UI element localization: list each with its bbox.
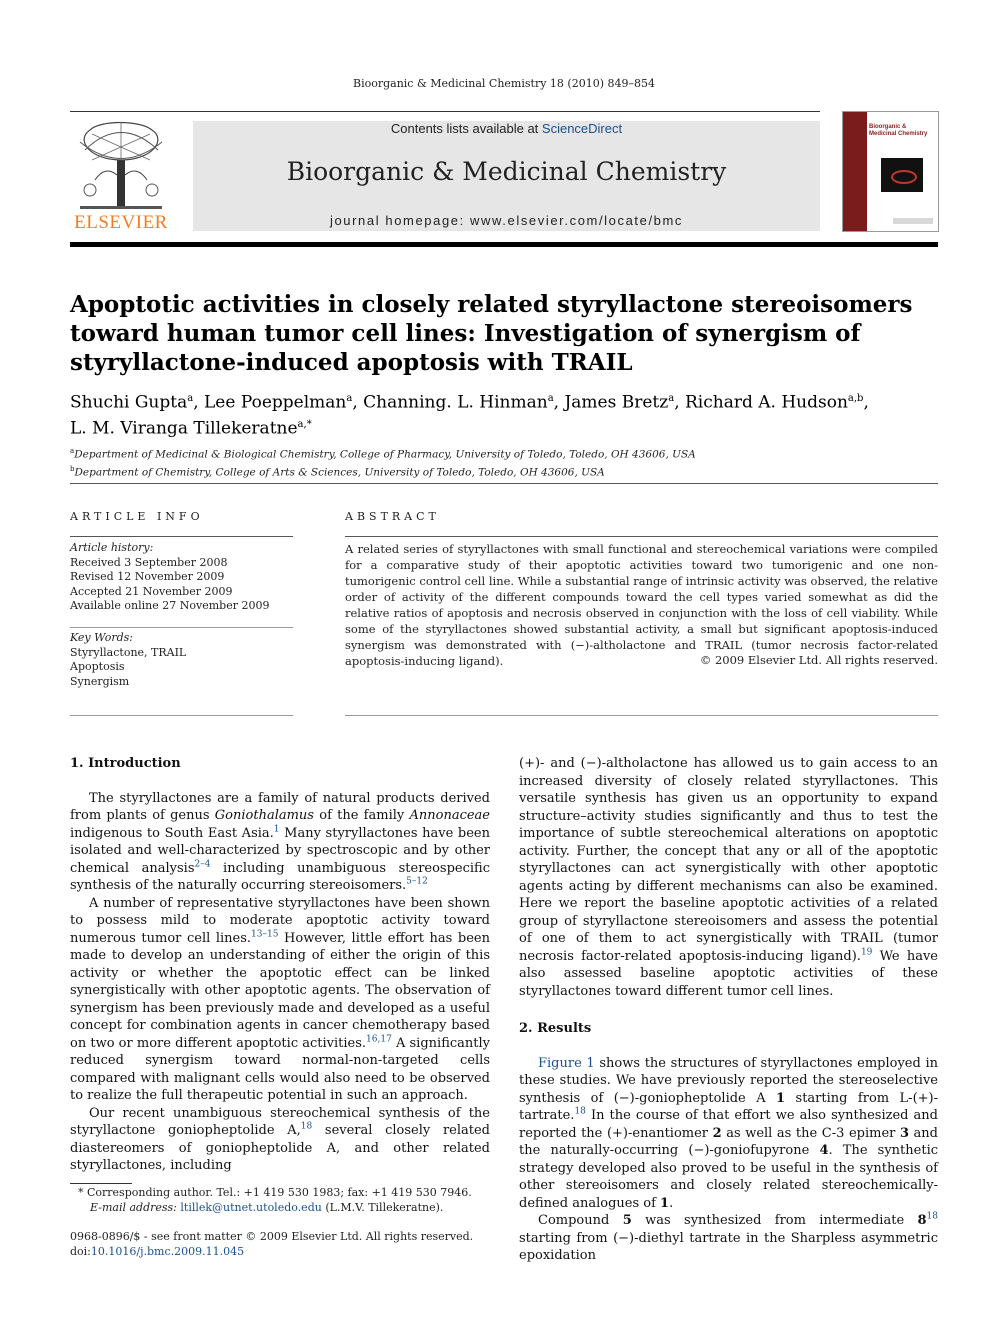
doi-link[interactable]: 10.1016/j.bmc.2009.11.045 (90, 1244, 245, 1258)
body-column-left (70, 755, 490, 1175)
article-info-rule (70, 627, 293, 628)
abstract-rule (345, 715, 938, 716)
author-name[interactable]: James Bretz (564, 392, 669, 413)
reference-link[interactable]: 18 (574, 1106, 586, 1117)
reference-link[interactable]: 1 (273, 824, 280, 835)
author-name[interactable]: Lee Poeppelman (204, 392, 347, 413)
section-rule (70, 483, 938, 484)
journal-banner (193, 121, 820, 231)
reference-link[interactable]: 18 (300, 1121, 313, 1132)
cover-strip (843, 112, 867, 231)
history-received: Received 3 September 2008 (70, 555, 228, 569)
journal-name: Bioorganic & Medicinal Chemistry (286, 157, 727, 186)
body-column-right (519, 755, 938, 1265)
keyword: Synergism (70, 674, 130, 688)
cover-footer (893, 218, 933, 224)
reference-link[interactable]: 13–15 (251, 929, 279, 940)
cover-title: Bioorganic & Medicinal Chemistry (869, 124, 928, 137)
author-name[interactable]: Richard A. Hudson (685, 392, 848, 413)
results-heading: 2. Results (519, 1021, 592, 1036)
article-info-rule (70, 715, 293, 716)
reference-link[interactable]: 18 (926, 1211, 938, 1222)
elsevier-tree-icon (70, 120, 172, 212)
sciencedirect-link[interactable]: ScienceDirect (541, 121, 623, 136)
affiliation-a: $^a$Department of Medicinal & Biological Chemistry, College of Pharmacy, University of Toledo, Toledo, OH 43606, USA (70, 447, 696, 461)
journal-homepage[interactable]: journal homepage: www.elsevier.com/locate/bmc (329, 213, 684, 228)
reference-link[interactable]: 2–4 (194, 859, 211, 870)
abstract-rule (345, 536, 938, 537)
header-thick-rule (70, 242, 938, 247)
elsevier-logo[interactable] (70, 120, 172, 235)
article-info-heading: ARTICLE INFO (70, 510, 204, 523)
intro-paragraph-3-cont: (+)- and (−)-altholactone has allowed us to gain access to an increased diversity of closely related styryllactones. This versatile synthesis has given us an opportunity to expand structure–activity studies significantly and thus to test the importance of subtle stereochemical alterations on apoptotic activity. Further, the concept that any or all of the apoptotic styryllactones can act synergistically with other apoptotic agents acting by different mechanisms can also be examined. Here we report the baseline apoptotic activities of a related group of styryllactone stereoisomers and assess the potential of one of them to act synergistically with TRAIL (tumor necrosis factor-related apoptosis-inducing ligand).$^{19}$ We have also assessed baseline apoptotic activities of these styryllactones toward different tumor cell lines. (519, 756, 938, 999)
affiliations (70, 444, 940, 479)
author-affil-sup: a,* (297, 418, 312, 430)
results-paragraph-2: Compound 5 was synthesized from intermediate $8^{18}$ starting from (−)-diethyl tartrate in the Sharpless asymmetric epoxidation (519, 1211, 938, 1263)
author-name[interactable]: Shuchi Gupta (70, 392, 188, 413)
keyword: Apoptosis (70, 660, 125, 673)
reference-link[interactable]: 19 (860, 947, 873, 958)
contents-prefix: Contents lists available at (390, 121, 542, 136)
abstract-copyright: © 2009 Elsevier Ltd. All rights reserved. (699, 653, 938, 667)
author-name[interactable]: Channing. L. Hinman (363, 392, 548, 413)
abstract-heading: ABSTRACT (345, 510, 440, 523)
issn-line: 0968-0896/$ - see front matter © 2009 Elsevier Ltd. All rights reserved. (70, 1230, 474, 1243)
author-affil-sup: a (547, 393, 554, 404)
article-history (70, 541, 300, 614)
issn-doi: 0968-0896/$ - see front matter © 2009 Elsevier Ltd. All rights reserved. doi:10.1016/j.bmc.2009.11.045 (70, 1230, 490, 1259)
reference-link[interactable]: 5–12 (406, 876, 428, 887)
journal-citation: Bioorganic & Medicinal Chemistry 18 (2010) 849–854 (353, 77, 655, 90)
author-affil-sup: a (346, 393, 353, 404)
corresponding-author-footnote: * Corresponding author. Tel.: +1 419 530 1983; fax: +1 419 530 7946. E-mail address: ltillek@utnet.utoledo.edu (L.M.V. Tillekeratne). (78, 1186, 472, 1214)
email-link[interactable]: ltillek@utnet.utoledo.edu (180, 1200, 322, 1214)
intro-paragraph-1: The styryllactones are a family of natural products derived from plants of genus Goniothalamus of the family Annonaceae indigenous to South East Asia.$^1$ Many styryllactones have been isolated and well-characterized by spectroscopic and by other chemical analysis$^{2-4}$ including unambiguous stereospecific synthesis of the naturally occurring stereoisomers.$^{5-12}$ (70, 790, 491, 893)
reference-link[interactable]: 16,17 (366, 1034, 392, 1045)
figure-link[interactable]: Figure 1 (538, 1055, 595, 1071)
author-affil-sup: a,b (847, 393, 864, 404)
author-list: Shuchi Gupta$^a$, Lee Poeppelman$^a$, Channing. L. Hinman$^a$, James Bretz$^a$, Richard A. Hudson$^{a,b}$, L. M. Viranga Tillekeratne$^{a,*}$ (70, 392, 869, 439)
contents-line (193, 121, 820, 136)
history-accepted: Accepted 21 November 2009 (70, 584, 233, 598)
elsevier-wordmark: ELSEVIER (74, 212, 168, 233)
introduction-heading: 1. Introduction (70, 756, 181, 771)
history-online: Available online 27 November 2009 (70, 599, 270, 612)
results-paragraph-1: Figure 1 shows the structures of styryllactones employed in these studies. We have previously reported the stereoselective synthesis of (−)-goniopheptolide A 1 starting from L-(+)-tartrate.$^{18}$ In the course of that effort we also synthesized and reported the (+)-enantiomer 2 as well as the C-3 epimer 3 and the naturally-occurring (−)-goniofupyrone 4. The synthetic strategy developed also proved to be useful in the synthesis of other stereoisomers and closely related stereochemically-defined analogues of 1. (519, 1055, 939, 1211)
footnote-rule (70, 1183, 132, 1184)
intro-paragraph-2: A number of representative styryllactones have been shown to possess mild to moderate apoptotic activity toward numerous tumor cell lines.$^{13-15}$ However, little effort has been made to develop an understanding of either the origin of this activity or whether the apoptotic effect can be linked synergistically with other apoptotic agents. The observation of synergism has been previously made and developed as a useful concept for combination agents in cancer chemotherapy based on two or more different apoptotic activities.$^{16,17}$ A significantly reduced synergism toward normal-non-targeted cells compared with malignant cells would also need to be observed to realize the full therapeutic potential in such an approach. (70, 895, 490, 1103)
journal-cover-thumbnail[interactable] (842, 111, 939, 232)
keyword: Styryllactone, TRAIL (70, 645, 187, 659)
article-info-rule (70, 536, 293, 537)
header-rule (70, 111, 820, 112)
cover-image (881, 158, 923, 192)
keywords-label: Key Words: (70, 631, 133, 644)
affiliation-b: $^b$Department of Chemistry, College of Arts & Sciences, University of Toledo, Toledo, OH 43606, USA (70, 464, 605, 478)
article-title: Apoptotic activities in closely related styryllactone stereoisomers toward human tumor cell lines: Investigation of synergism of styryllactone-induced apoptosis with TRAIL (70, 291, 913, 376)
history-revised: Revised 12 November 2009 (70, 570, 225, 583)
keywords (70, 631, 300, 689)
author-affil-sup: a (187, 393, 194, 404)
author-name[interactable]: L. M. Viranga Tillekeratne (70, 418, 298, 439)
history-label: Article history: (70, 541, 154, 554)
intro-paragraph-3: Our recent unambiguous stereochemical synthesis of the styryllactone goniopheptolide A,$^{18}$ several closely related diastereomers of goniopheptolide A, and other related styryllactones, including (70, 1105, 490, 1173)
abstract-text: A related series of styryllactones with small functional and stereochemical variations were compiled for a comparative study of their apoptotic activities toward two tumorigenic and one non-tumorigenic control cell line. While a substantial range of intrinsic activity was observed, the relative order of activity of the different compounds toward the cell types varied somewhat as did the relative ratios of apoptosis and necrosis observed in conjunction with the loss of cell viability. While some of the styryllactones showed substantial activity, a small but significant apoptosis-induced synergism was demonstrated with (−)-altholactone and TRAIL (tumor necrosis factor-related apoptosis-inducing ligand). (345, 542, 938, 668)
author-affil-sup: a (668, 393, 675, 404)
